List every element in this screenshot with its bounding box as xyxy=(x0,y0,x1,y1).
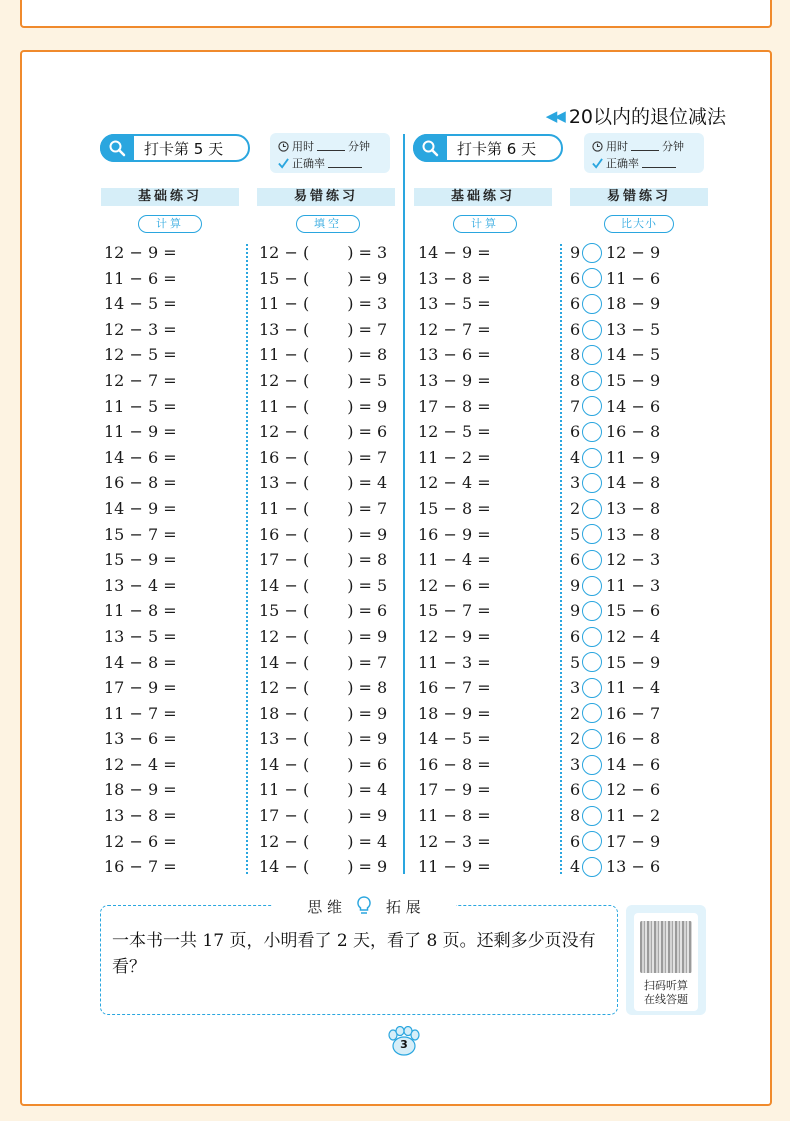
fill-item xyxy=(259,701,387,727)
compare-right: 14 − 8 xyxy=(606,473,661,493)
day-divider xyxy=(403,134,405,874)
fill-item xyxy=(259,291,387,317)
fill-right: ) = 7 xyxy=(347,319,388,339)
day5-error-heading: 易错练习 xyxy=(257,188,395,206)
fill-right: ) = 9 xyxy=(347,524,388,544)
fill-right: ) = 9 xyxy=(347,268,388,288)
compare-right: 15 − 9 xyxy=(606,652,661,672)
paw-icon xyxy=(385,1026,423,1056)
calc-item: 12 − 9 = xyxy=(418,626,491,646)
calc-item: 12 − 3 = xyxy=(418,831,491,851)
compare-circle[interactable] xyxy=(582,729,602,749)
day5-basic-list xyxy=(104,240,177,880)
compare-item xyxy=(570,777,660,803)
fill-item xyxy=(259,675,387,701)
double-chevron-left-icon: ◀◀ xyxy=(545,106,563,125)
compare-left: 2 xyxy=(570,703,581,723)
day5-title-pill xyxy=(100,134,250,162)
calc-item: 12 − 9 = xyxy=(104,243,177,262)
compare-circle[interactable] xyxy=(582,345,602,365)
compare-right: 16 − 8 xyxy=(606,729,661,749)
calc-item: 16 − 8 = xyxy=(418,754,491,774)
calc-item: 12 − 6 = xyxy=(104,831,177,851)
calc-item: 11 − 4 = xyxy=(418,550,491,570)
compare-circle[interactable] xyxy=(582,780,602,800)
fill-item xyxy=(259,752,387,778)
fill-item xyxy=(259,650,387,676)
calc-item: 13 − 5 = xyxy=(418,294,491,314)
compare-item xyxy=(570,573,660,599)
fill-right: ) = 6 xyxy=(347,422,388,442)
column-divider xyxy=(560,244,562,874)
compare-circle[interactable] xyxy=(582,601,602,621)
calc-item: 16 − 8 = xyxy=(104,473,177,493)
calc-item: 16 − 9 = xyxy=(418,524,491,544)
clock-icon xyxy=(278,141,289,152)
fill-left: 12 − ( xyxy=(259,678,310,698)
day5-title: 打卡第 5 天 xyxy=(144,139,224,158)
compare-item xyxy=(570,291,660,317)
calc-item: 11 − 3 = xyxy=(418,652,491,672)
qr-caption-line1: 扫码听算 xyxy=(644,979,688,992)
fill-left: 12 − ( xyxy=(259,422,310,442)
fill-item xyxy=(259,317,387,343)
calc-item: 13 − 6 = xyxy=(104,729,177,749)
compare-left: 9 xyxy=(570,575,581,595)
calc-item: 11 − 2 = xyxy=(418,447,491,467)
fill-left: 14 − ( xyxy=(259,652,310,672)
day5-stats xyxy=(270,133,390,173)
qr-panel xyxy=(626,905,706,1015)
compare-left: 2 xyxy=(570,729,581,749)
fill-left: 16 − ( xyxy=(259,447,310,467)
compare-circle[interactable] xyxy=(582,678,602,698)
fill-left: 12 − ( xyxy=(259,370,310,390)
day6-title: 打卡第 6 天 xyxy=(457,139,537,158)
calc-item: 12 − 3 = xyxy=(104,319,177,339)
compare-right: 16 − 8 xyxy=(606,422,661,442)
fill-right: ) = 5 xyxy=(347,575,388,595)
check-icon xyxy=(278,158,289,169)
compare-left: 6 xyxy=(570,268,581,288)
fill-right: ) = 7 xyxy=(347,447,388,467)
compare-item xyxy=(570,445,660,471)
compare-right: 12 − 6 xyxy=(606,780,661,800)
calc-item: 18 − 9 = xyxy=(418,703,491,723)
fill-left: 11 − ( xyxy=(259,780,310,800)
compare-item xyxy=(570,342,660,368)
fill-left: 15 − ( xyxy=(259,268,310,288)
fill-right: ) = 7 xyxy=(347,498,388,518)
compare-right: 13 − 8 xyxy=(606,524,661,544)
fill-right: ) = 4 xyxy=(347,780,388,800)
fill-left: 18 − ( xyxy=(259,703,310,723)
compare-left: 8 xyxy=(570,345,581,365)
search-icon xyxy=(100,134,134,162)
calc-item: 11 − 9 = xyxy=(418,857,491,877)
compare-left: 3 xyxy=(570,473,581,493)
compare-circle[interactable] xyxy=(582,268,602,288)
compare-item xyxy=(570,547,660,573)
day5-error-tag: 填空 xyxy=(296,215,360,233)
compare-right: 12 − 3 xyxy=(606,550,661,570)
accuracy-blank[interactable] xyxy=(328,158,362,168)
fill-right: ) = 9 xyxy=(347,703,388,723)
calc-item: 11 − 8 = xyxy=(104,601,177,621)
calc-item: 12 − 4 = xyxy=(418,473,491,493)
fill-left: 17 − ( xyxy=(259,806,310,826)
compare-left: 7 xyxy=(570,396,581,416)
calc-item: 15 − 9 = xyxy=(104,550,177,570)
time-label: 用时 xyxy=(606,140,628,153)
compare-left: 2 xyxy=(570,498,581,518)
fill-item xyxy=(259,829,387,855)
compare-left: 9 xyxy=(570,601,581,621)
compare-item xyxy=(570,317,660,343)
search-icon xyxy=(413,134,447,162)
accuracy-label: 正确率 xyxy=(292,157,325,170)
compare-right: 12 − 4 xyxy=(606,626,661,646)
calc-item: 16 − 7 = xyxy=(418,678,491,698)
fill-item xyxy=(259,726,387,752)
chapter-title-text: 20以内的退位减法 xyxy=(568,106,726,128)
compare-item xyxy=(570,726,660,752)
compare-item xyxy=(570,394,660,420)
fill-item xyxy=(259,394,387,420)
day6-title-pill xyxy=(413,134,563,162)
qr-caption xyxy=(634,979,698,1007)
fill-item xyxy=(259,573,387,599)
column-divider xyxy=(246,244,248,874)
compare-left: 6 xyxy=(570,780,581,800)
fill-right: ) = 3 xyxy=(347,243,388,262)
compare-item xyxy=(570,675,660,701)
compare-circle[interactable] xyxy=(582,371,602,391)
fill-left: 12 − ( xyxy=(259,243,310,262)
calc-item: 11 − 9 = xyxy=(104,422,177,442)
calc-item: 14 − 5 = xyxy=(418,729,491,749)
compare-left: 6 xyxy=(570,550,581,570)
fill-right: ) = 9 xyxy=(347,806,388,826)
lightbulb-icon xyxy=(356,896,372,916)
compare-left: 6 xyxy=(570,319,581,339)
calc-item: 11 − 8 = xyxy=(418,806,491,826)
compare-circle[interactable] xyxy=(582,576,602,596)
compare-circle[interactable] xyxy=(582,243,602,263)
calc-item: 15 − 8 = xyxy=(418,498,491,518)
fill-left: 11 − ( xyxy=(259,294,310,314)
fill-item xyxy=(259,419,387,445)
compare-circle[interactable] xyxy=(582,627,602,647)
thinking-title xyxy=(272,896,456,916)
fill-right: ) = 4 xyxy=(347,831,388,851)
fill-left: 13 − ( xyxy=(259,729,310,749)
compare-circle[interactable] xyxy=(582,294,602,314)
compare-item xyxy=(570,240,660,266)
calc-item: 15 − 7 = xyxy=(104,524,177,544)
calc-item: 12 − 7 = xyxy=(418,319,491,339)
fill-right: ) = 9 xyxy=(347,729,388,749)
clock-icon xyxy=(592,141,603,152)
day6-basic-list xyxy=(418,240,491,880)
calc-item: 11 − 7 = xyxy=(104,703,177,723)
fill-left: 13 − ( xyxy=(259,473,310,493)
calc-item: 14 − 8 = xyxy=(104,652,177,672)
compare-right: 14 − 6 xyxy=(606,754,661,774)
fill-right: ) = 3 xyxy=(347,294,388,314)
fill-left: 16 − ( xyxy=(259,524,310,544)
calc-item: 15 − 7 = xyxy=(418,601,491,621)
calc-item: 16 − 7 = xyxy=(104,857,177,877)
fill-item xyxy=(259,624,387,650)
compare-item xyxy=(570,624,660,650)
calc-item: 17 − 9 = xyxy=(104,678,177,698)
compare-right: 13 − 6 xyxy=(606,857,661,877)
qr-card[interactable] xyxy=(634,913,698,1011)
compare-right: 13 − 8 xyxy=(606,498,661,518)
compare-item xyxy=(570,829,660,855)
day5-basic-tag: 计算 xyxy=(138,215,202,233)
compare-circle[interactable] xyxy=(582,524,602,544)
fill-left: 14 − ( xyxy=(259,857,310,877)
time-label: 用时 xyxy=(292,140,314,153)
calc-item: 12 − 4 = xyxy=(104,754,177,774)
compare-right: 14 − 6 xyxy=(606,396,661,416)
compare-item xyxy=(570,496,660,522)
calc-item: 12 − 6 = xyxy=(418,575,491,595)
fill-left: 13 − ( xyxy=(259,319,310,339)
compare-item xyxy=(570,803,660,829)
compare-left: 6 xyxy=(570,294,581,314)
fill-right: ) = 7 xyxy=(347,652,388,672)
fill-item xyxy=(259,368,387,394)
fill-item xyxy=(259,266,387,292)
compare-item xyxy=(570,266,660,292)
compare-circle[interactable] xyxy=(582,473,602,493)
calc-item: 14 − 9 = xyxy=(418,243,491,262)
calc-item: 13 − 5 = xyxy=(104,626,177,646)
fill-item xyxy=(259,777,387,803)
compare-item xyxy=(570,470,660,496)
thinking-problem: 一本书一共 17 页，小明看了 2 天，看了 8 页。还剩多少页没有看？ xyxy=(112,931,596,977)
compare-item xyxy=(570,701,660,727)
calc-item: 17 − 8 = xyxy=(418,396,491,416)
compare-left: 6 xyxy=(570,831,581,851)
compare-circle[interactable] xyxy=(582,422,602,442)
compare-right: 11 − 6 xyxy=(606,268,661,288)
fill-item xyxy=(259,496,387,522)
compare-left: 9 xyxy=(570,243,581,262)
compare-item xyxy=(570,368,660,394)
compare-left: 5 xyxy=(570,524,581,544)
calc-item: 13 − 9 = xyxy=(418,370,491,390)
fill-left: 11 − ( xyxy=(259,345,310,365)
fill-item xyxy=(259,342,387,368)
accuracy-blank[interactable] xyxy=(642,158,676,168)
calc-item: 14 − 5 = xyxy=(104,294,177,314)
compare-left: 4 xyxy=(570,857,581,877)
thinking-title-b: 拓 展 xyxy=(386,897,421,916)
compare-circle[interactable] xyxy=(582,857,602,877)
page-number: 3 xyxy=(400,1038,408,1051)
fill-item xyxy=(259,522,387,548)
qr-code-image[interactable] xyxy=(640,921,692,973)
compare-left: 6 xyxy=(570,626,581,646)
thinking-title-a: 思 维 xyxy=(307,897,342,916)
compare-item xyxy=(570,598,660,624)
fill-item xyxy=(259,470,387,496)
fill-right: ) = 8 xyxy=(347,345,388,365)
compare-circle[interactable] xyxy=(582,755,602,775)
day5-basic-heading: 基础练习 xyxy=(101,188,239,206)
calc-item: 13 − 8 = xyxy=(418,268,491,288)
compare-right: 18 − 9 xyxy=(606,294,661,314)
fill-right: ) = 6 xyxy=(347,754,388,774)
compare-item xyxy=(570,419,660,445)
time-unit: 分钟 xyxy=(348,140,370,153)
fill-item xyxy=(259,598,387,624)
compare-item xyxy=(570,522,660,548)
qr-caption-line2: 在线答题 xyxy=(644,993,688,1006)
fill-left: 12 − ( xyxy=(259,626,310,646)
fill-right: ) = 4 xyxy=(347,473,388,493)
calc-item: 11 − 6 = xyxy=(104,268,177,288)
compare-circle[interactable] xyxy=(582,652,602,672)
fill-item xyxy=(259,445,387,471)
fill-item xyxy=(259,803,387,829)
fill-right: ) = 8 xyxy=(347,678,388,698)
fill-left: 12 − ( xyxy=(259,831,310,851)
compare-circle[interactable] xyxy=(582,806,602,826)
fill-item xyxy=(259,854,387,880)
compare-left: 8 xyxy=(570,370,581,390)
compare-circle[interactable] xyxy=(582,448,602,468)
accuracy-label: 正确率 xyxy=(606,157,639,170)
day6-basic-tag: 计算 xyxy=(453,215,517,233)
compare-circle[interactable] xyxy=(582,550,602,570)
day6-basic-heading: 基础练习 xyxy=(414,188,552,206)
compare-right: 16 − 7 xyxy=(606,703,661,723)
compare-circle[interactable] xyxy=(582,320,602,340)
compare-right: 12 − 9 xyxy=(606,243,661,262)
compare-right: 14 − 5 xyxy=(606,345,661,365)
fill-item xyxy=(259,547,387,573)
fill-left: 14 − ( xyxy=(259,754,310,774)
calc-item: 11 − 5 = xyxy=(104,396,177,416)
time-blank[interactable] xyxy=(317,141,345,151)
compare-circle[interactable] xyxy=(582,396,602,416)
calc-item: 18 − 9 = xyxy=(104,780,177,800)
compare-item xyxy=(570,752,660,778)
calc-item: 12 − 5 = xyxy=(104,345,177,365)
day6-error-heading: 易错练习 xyxy=(570,188,708,206)
compare-right: 13 − 5 xyxy=(606,319,661,339)
calc-item: 14 − 6 = xyxy=(104,447,177,467)
check-icon xyxy=(592,158,603,169)
compare-right: 15 − 6 xyxy=(606,601,661,621)
day6-stats xyxy=(584,133,704,173)
compare-right: 17 − 9 xyxy=(606,831,661,851)
fill-right: ) = 6 xyxy=(347,601,388,621)
fill-left: 11 − ( xyxy=(259,396,310,416)
compare-left: 6 xyxy=(570,422,581,442)
compare-right: 15 − 9 xyxy=(606,370,661,390)
calc-item: 13 − 4 = xyxy=(104,575,177,595)
calc-item: 12 − 7 = xyxy=(104,370,177,390)
calc-item: 13 − 6 = xyxy=(418,345,491,365)
fill-right: ) = 9 xyxy=(347,857,388,877)
fill-right: ) = 9 xyxy=(347,626,388,646)
fill-left: 17 − ( xyxy=(259,550,310,570)
time-unit: 分钟 xyxy=(662,140,684,153)
calc-item: 14 − 9 = xyxy=(104,498,177,518)
fill-right: ) = 5 xyxy=(347,370,388,390)
fill-left: 14 − ( xyxy=(259,575,310,595)
compare-circle[interactable] xyxy=(582,831,602,851)
fill-left: 15 − ( xyxy=(259,601,310,621)
chapter-title xyxy=(546,102,726,129)
compare-right: 11 − 3 xyxy=(606,575,661,595)
compare-right: 11 − 2 xyxy=(606,806,661,826)
compare-left: 8 xyxy=(570,806,581,826)
fill-right: ) = 8 xyxy=(347,550,388,570)
day5-fill-list xyxy=(259,240,387,880)
compare-item xyxy=(570,650,660,676)
compare-left: 3 xyxy=(570,754,581,774)
day6-compare-list xyxy=(570,240,660,880)
calc-item: 12 − 5 = xyxy=(418,422,491,442)
fill-right: ) = 9 xyxy=(347,396,388,416)
calc-item: 17 − 9 = xyxy=(418,780,491,800)
compare-left: 3 xyxy=(570,678,581,698)
day6-error-tag: 比大小 xyxy=(604,215,674,233)
fill-item xyxy=(259,240,387,266)
compare-left: 4 xyxy=(570,447,581,467)
fill-left: 11 − ( xyxy=(259,498,310,518)
compare-right: 11 − 4 xyxy=(606,678,661,698)
compare-circle[interactable] xyxy=(582,703,602,723)
compare-item xyxy=(570,854,660,880)
calc-item: 13 − 8 = xyxy=(104,806,177,826)
compare-right: 11 − 9 xyxy=(606,447,661,467)
previous-page-edge xyxy=(20,0,772,28)
time-blank[interactable] xyxy=(631,141,659,151)
compare-left: 5 xyxy=(570,652,581,672)
compare-circle[interactable] xyxy=(582,499,602,519)
